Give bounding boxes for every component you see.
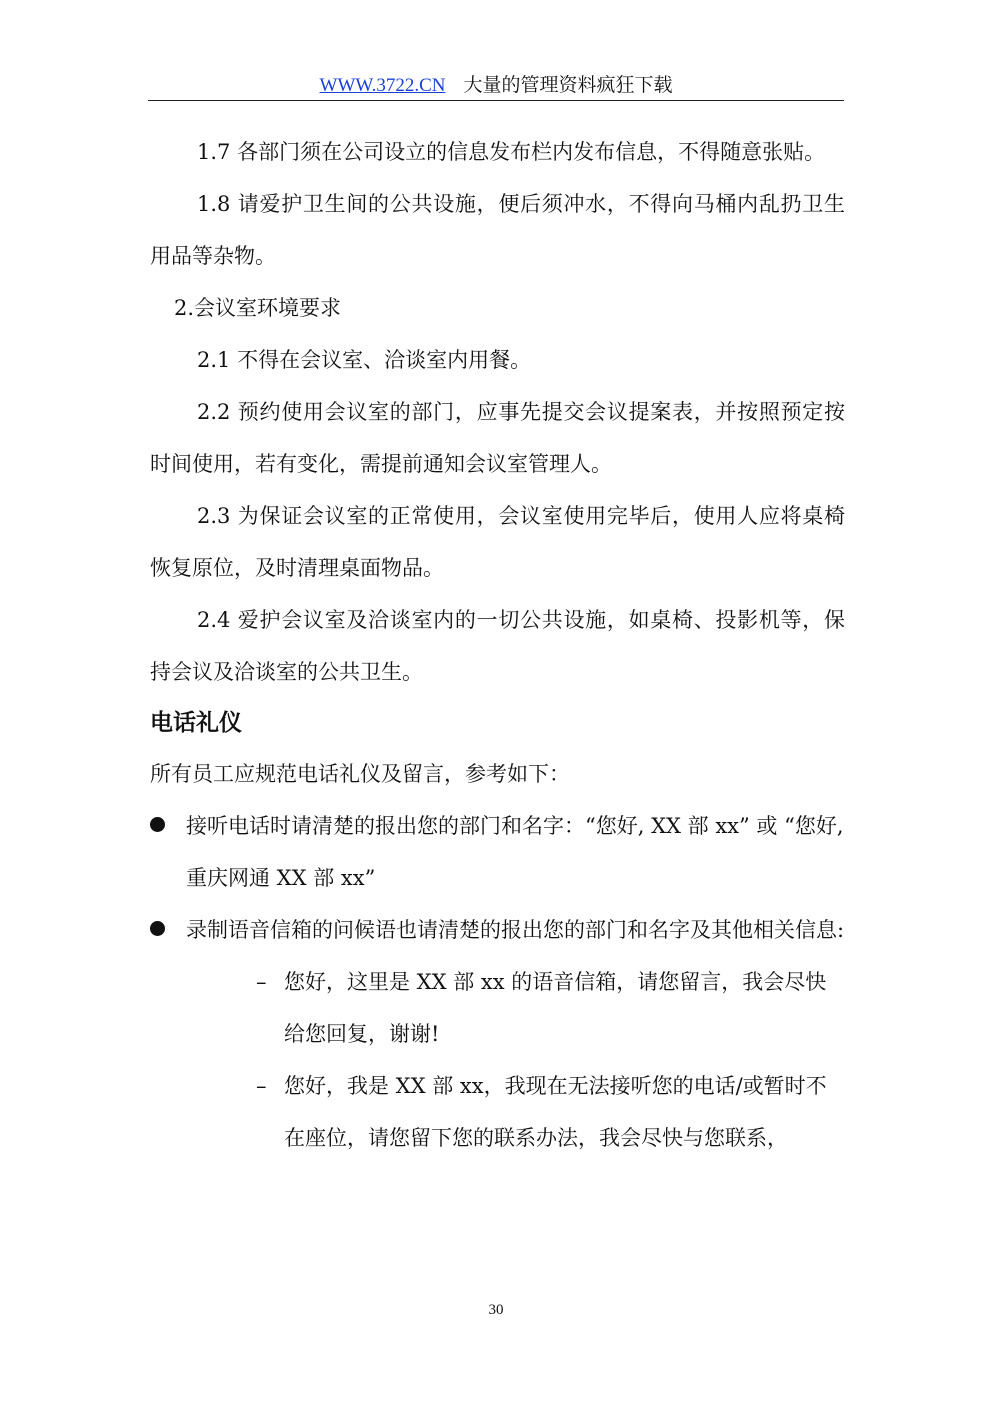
dash-text: 您好，这里是 XX 部 xx 的语音信箱，请您留言，我会尽快给您回复，谢谢! [284, 970, 827, 1046]
list-item [150, 904, 845, 956]
bullet-text: 接听电话时请清楚的报出您的部门和名字：“您好, XX 部 xx” 或 “您好, 重庆网通 XX 部 xx” [186, 814, 844, 890]
document-body [150, 126, 845, 1164]
list-item [150, 1060, 845, 1164]
list-item [150, 800, 845, 904]
phone-intro: 所有员工应规范电话礼仪及留言，参考如下： [150, 762, 570, 786]
dash-text: 您好，我是 XX 部 xx，我现在无法接听您的电话/或暂时不在座位，请您留下您的联系办法，我会尽快与您联系， [284, 1074, 827, 1150]
page-number: 30 [488, 1302, 504, 1318]
phone-etiquette-heading: 电话礼仪 [150, 710, 242, 736]
bullet-text: 录制语音信箱的问候语也请清楚的报出您的部门和名字及其他相关信息: [186, 918, 845, 942]
paragraph-1-7: 1.7 各部门须在公司设立的信息发布栏内发布信息，不得随意张贴。 [197, 140, 826, 164]
paragraph-1-8: 1.8 请爱护卫生间的公共设施，便后须冲水，不得向马桶内乱扔卫生用品等杂物。 [150, 192, 845, 268]
dash-mark: – [256, 1074, 267, 1098]
bullet-dot-icon [150, 817, 165, 832]
list-item [150, 956, 845, 1060]
dash-mark: – [256, 970, 267, 994]
page-header [148, 70, 844, 101]
section-2-title: 2.会议室环境要求 [174, 296, 342, 320]
paragraph-2-1: 2.1 不得在会议室、洽谈室内用餐。 [197, 348, 532, 372]
site-link[interactable]: WWW.3722.CN [319, 75, 446, 96]
paragraph-2-2: 2.2 预约使用会议室的部门，应事先提交会议提案表，并按照预定按时间使用，若有变化，需提前通知会议室管理人。 [150, 400, 845, 476]
paragraph-2-3: 2.3 为保证会议室的正常使用，会议室使用完毕后，使用人应将桌椅恢复原位，及时清理桌面物品。 [150, 504, 845, 580]
bullet-dot-icon [150, 921, 165, 936]
paragraph-2-4: 2.4 爱护会议室及洽谈室内的一切公共设施，如桌椅、投影机等，保持会议及洽谈室的公共卫生。 [150, 608, 845, 684]
header-tagline: 大量的管理资料疯狂下载 [463, 74, 673, 96]
